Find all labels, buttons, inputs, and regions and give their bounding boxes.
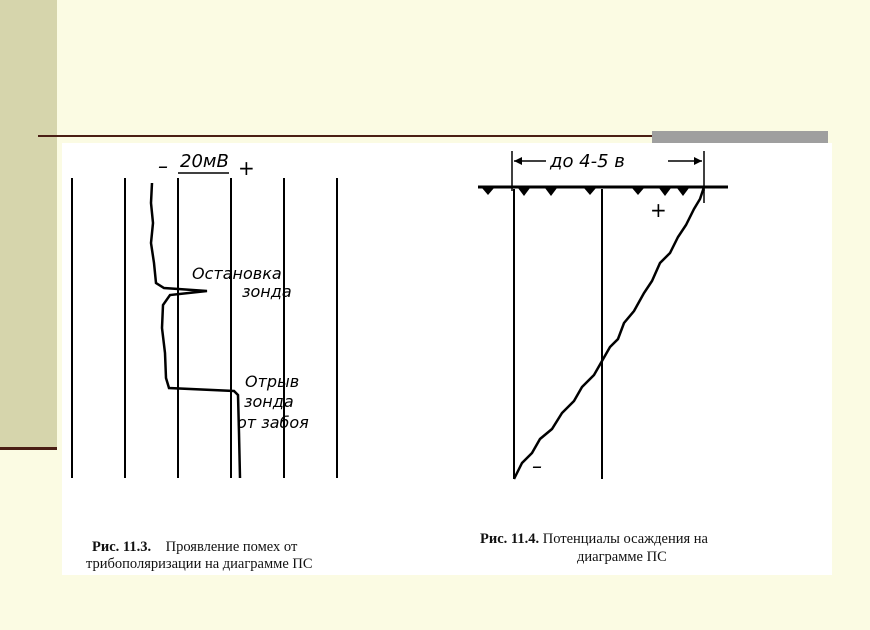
grid-lines [72,178,337,478]
caption-number: Рис. 11.3. [92,539,152,555]
caption-number: Рис. 11.4. [480,531,540,547]
annotation-break-line3: от забоя [237,413,309,432]
minus-sign: – [532,454,542,478]
plus-sign: + [238,156,255,180]
sidebar-decoration [0,0,57,447]
figure-panel [62,143,832,575]
figures-svg [62,143,832,575]
sidebar-bottom-rule [0,447,57,450]
dimension-arrow-left [514,157,522,165]
caption-fig-11-3-line2 [86,556,313,573]
scale-label: до 4-5 в [550,151,625,172]
sp-curve [151,183,240,478]
caption-line2: диаграмме ПС [577,549,667,565]
caption-fig-11-4 [480,531,708,548]
minus-sign: – [158,154,168,178]
figure-11-3 [72,151,337,478]
caption-line1: Потенциалы осаждения на [542,531,708,547]
accent-bar [652,131,828,143]
scale-label: 20мВ [180,151,229,172]
figure-11-4 [478,151,728,479]
caption-fig-11-3 [92,539,297,556]
annotation-stop-line1: Остановка [192,264,282,283]
plus-sign: + [650,198,667,222]
annotation-stop-line2: зонда [242,282,292,301]
caption-fig-11-4-line2 [577,549,667,566]
caption-line1: Проявление помех от [165,539,298,555]
annotation-break-line1: Отрыв [245,372,300,391]
potential-curve [514,187,704,479]
caption-line2: трибополяризации на диаграмме ПС [86,556,313,572]
dimension-arrow-right [694,157,702,165]
annotation-break-line2: зонда [244,392,294,411]
